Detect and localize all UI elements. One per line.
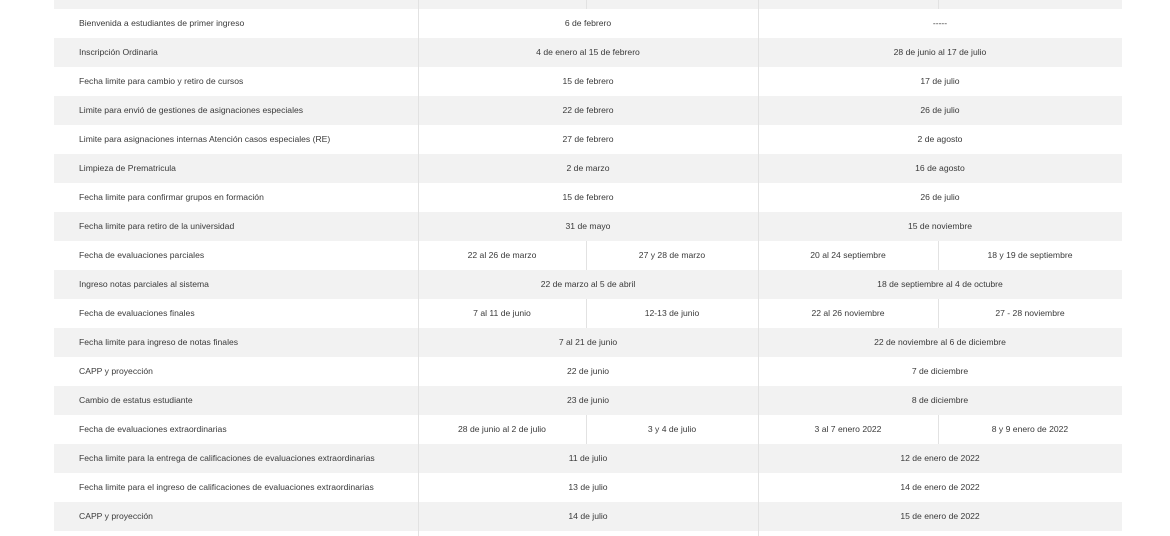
- date-cell: 31 de mayo: [565, 221, 611, 231]
- date-cell: 27 y 28 de marzo: [638, 250, 706, 260]
- date-cell: 12 de enero de 2022: [900, 453, 980, 463]
- date-cell: 22 al 26 de marzo: [467, 250, 537, 260]
- date-cell: 18 de septiembre al 4 de octubre: [877, 279, 1003, 289]
- table-row: [54, 67, 1122, 96]
- calendar-table: [54, 0, 1122, 531]
- row-label: Cambio de estatus estudiante: [79, 395, 193, 405]
- table-row: [54, 357, 1122, 386]
- date-cell: 27 de febrero: [562, 134, 614, 144]
- date-cell: 14 de julio: [568, 511, 608, 521]
- table-row: [54, 444, 1122, 473]
- row-label: Fecha de evaluaciones finales: [79, 308, 195, 318]
- date-cell: 6 de febrero: [564, 18, 612, 28]
- date-cell: 16 de agosto: [915, 163, 965, 173]
- table-row: [54, 502, 1122, 531]
- row-label: Fecha limite para el ingreso de calificaciones de evaluaciones extraordinarias: [79, 482, 374, 492]
- row-label: Limite para asignaciones internas Atención casos especiales (RE): [79, 134, 331, 144]
- column-divider-middle: [758, 0, 759, 536]
- date-cell: 3 al 7 enero 2022: [814, 424, 882, 434]
- row-label: Fecha limite para retiro de la universidad: [79, 221, 235, 231]
- column-divider-sub: [586, 299, 587, 328]
- date-cell: [418, 0, 758, 9]
- table-row: [54, 183, 1122, 212]
- table-row: [54, 96, 1122, 125]
- row-label: Fecha limite para la entrega de calificaciones de evaluaciones extraordinarias: [79, 453, 375, 463]
- column-divider-sub: [938, 415, 939, 444]
- date-cell: 11 de julio: [568, 453, 608, 463]
- date-cell: -----: [932, 18, 948, 28]
- date-cell: 4 de enero al 15 de febrero: [536, 47, 640, 57]
- table-row: [54, 415, 1122, 444]
- column-divider-sub: [586, 241, 587, 270]
- date-cell: 22 de marzo al 5 de abril: [540, 279, 636, 289]
- table-row: [54, 9, 1122, 38]
- row-label: Fecha de evaluaciones extraordinarias: [79, 424, 227, 434]
- column-divider-sub: [586, 415, 587, 444]
- date-cell: 20 al 24 septiembre: [810, 250, 886, 260]
- date-cell: 7 de diciembre: [911, 366, 969, 376]
- table-row: [54, 328, 1122, 357]
- table-row: [54, 386, 1122, 415]
- date-cell: 27 - 28 noviembre: [995, 308, 1065, 318]
- table-row: [54, 38, 1122, 67]
- date-cell: 7 al 11 de junio: [473, 308, 531, 318]
- table-row: [54, 125, 1122, 154]
- date-cell: 22 de noviembre al 6 de diciembre: [874, 337, 1006, 347]
- date-cell: 17 de julio: [920, 76, 960, 86]
- date-cell: 15 de enero de 2022: [900, 511, 980, 521]
- table-row: [54, 299, 1122, 328]
- date-cell: 28 de junio al 2 de julio: [458, 424, 546, 434]
- date-cell: 28 de junio al 17 de julio: [893, 47, 987, 57]
- row-label: Ingreso notas parciales al sistema: [79, 279, 209, 289]
- date-cell: 3 y 4 de julio: [647, 424, 697, 434]
- row-label: Limpieza de Prematricula: [79, 163, 176, 173]
- row-label: Fecha limite para ingreso de notas finales: [79, 337, 239, 347]
- date-cell: 18 y 19 de septiembre: [987, 250, 1073, 260]
- date-cell: 22 al 26 noviembre: [811, 308, 885, 318]
- table-row: [54, 270, 1122, 299]
- table-body: [54, 0, 1122, 531]
- date-cell: 26 de julio: [920, 105, 960, 115]
- date-cell: 8 de diciembre: [911, 395, 969, 405]
- table-row: [54, 0, 1122, 9]
- table-row: [54, 154, 1122, 183]
- date-cell: 22 de junio: [566, 366, 610, 376]
- date-cell: [758, 0, 1122, 9]
- date-cell: 15 de noviembre: [907, 221, 973, 231]
- row-label: Fecha de evaluaciones parciales: [79, 250, 205, 260]
- row-label: CAPP y proyección: [79, 511, 153, 521]
- column-divider-left: [418, 0, 419, 536]
- column-divider-q4: [938, 0, 939, 9]
- date-cell: 7 al 21 de junio: [558, 337, 618, 347]
- date-cell: 15 de febrero: [562, 76, 614, 86]
- date-cell: 2 de marzo: [566, 163, 610, 173]
- table-row: [54, 241, 1122, 270]
- row-label: CAPP y proyección: [79, 366, 153, 376]
- row-label: Bienvenida a estudiantes de primer ingreso: [79, 18, 245, 28]
- date-cell: 15 de febrero: [562, 192, 614, 202]
- date-cell: 14 de enero de 2022: [900, 482, 980, 492]
- date-cell: 23 de junio: [566, 395, 610, 405]
- table-row: [54, 212, 1122, 241]
- date-cell: 13 de julio: [568, 482, 608, 492]
- column-divider-sub: [938, 299, 939, 328]
- row-label: Inscripción Ordinaria: [79, 47, 158, 57]
- date-cell: 2 de agosto: [917, 134, 963, 144]
- column-divider-sub: [938, 241, 939, 270]
- row-label: Fecha limite para confirmar grupos en formación: [79, 192, 264, 202]
- column-divider-q2: [586, 0, 587, 9]
- row-label: Fecha limite para cambio y retiro de cursos: [79, 76, 244, 86]
- date-cell: 12-13 de junio: [644, 308, 700, 318]
- date-cell: 26 de julio: [920, 192, 960, 202]
- table-row: [54, 473, 1122, 502]
- row-label: Limite para envió de gestiones de asignaciones especiales: [79, 105, 304, 115]
- date-cell: 22 de febrero: [562, 105, 614, 115]
- date-cell: 8 y 9 enero de 2022: [991, 424, 1069, 434]
